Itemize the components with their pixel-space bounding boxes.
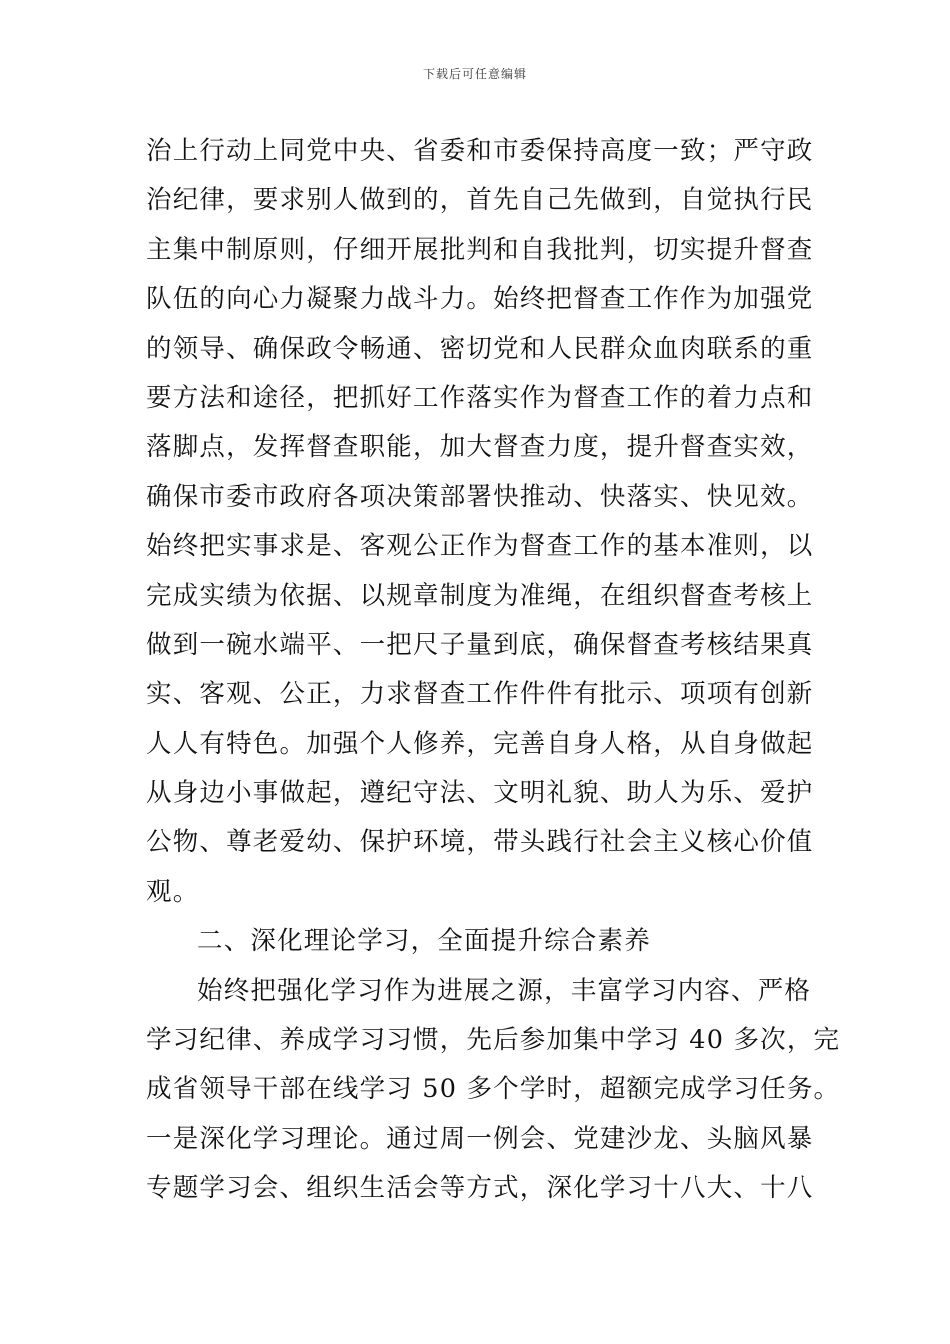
- text-line: 公物、尊老爱幼、保护环境，带头践行社会主义核心价值: [146, 827, 814, 858]
- document-body: [146, 127, 841, 1214]
- text-line: 治上行动上同党中央、省委和市委保持高度一致；严守政: [146, 136, 814, 166]
- text-line: 要方法和途径，把抓好工作落实作为督查工作的着力点和: [146, 382, 814, 413]
- text-line: 的领导、确保政令畅通、密切党和人民群众血肉联系的重: [146, 333, 814, 364]
- text-line: 学习纪律、养成学习习惯，先后参加集中学习 40 多次，完: [146, 1025, 841, 1056]
- text-line: 主集中制原则，仔细开展批判和自我批判，切实提升督查: [146, 234, 814, 265]
- text-line: 队伍的向心力凝聚力战斗力。始终把督查工作作为加强党: [146, 284, 814, 315]
- text-line: 专题学习会、组织生活会等方式，深化学习十八大、十八: [146, 1173, 814, 1204]
- text-line: 做到一碗水端平、一把尺子量到底，确保督查考核结果真: [146, 629, 814, 660]
- text-line: 确保市委市政府各项决策部署快推动、快落实、快见效。: [146, 481, 814, 512]
- section-heading: 二、深化理论学习，全面提升综合素养: [197, 926, 651, 957]
- text-line: 从身边小事做起，遵纪守法、文明礼貌、助人为乐、爱护: [146, 778, 814, 809]
- text-line: 观。: [146, 876, 200, 907]
- text-line: 始终把强化学习作为进展之源，丰富学习内容、严格: [197, 975, 812, 1006]
- text-line: 落脚点，发挥督查职能，加大督查力度，提升督查实效，: [146, 432, 814, 463]
- text-line: 成省领导干部在线学习 50 多个学时，超额完成学习任务。: [146, 1074, 841, 1105]
- page-header-note: 下载后可任意编辑: [422, 67, 527, 81]
- text-line: 实、客观、公正，力求督查工作件件有批示、项项有创新: [146, 679, 814, 710]
- text-line: 一是深化学习理论。通过周一例会、党建沙龙、头脑风暴: [146, 1123, 814, 1154]
- text-line: 治纪律，要求别人做到的，首先自己先做到，自觉执行民: [146, 185, 814, 216]
- text-line: 完成实绩为依据、以规章制度为准绳，在组织督查考核上: [146, 580, 814, 611]
- text-line: 人人有特色。加强个人修养，完善自身人格，从自身做起: [146, 728, 814, 759]
- text-line: 始终把实事求是、客观公正作为督查工作的基本准则，以: [146, 531, 814, 562]
